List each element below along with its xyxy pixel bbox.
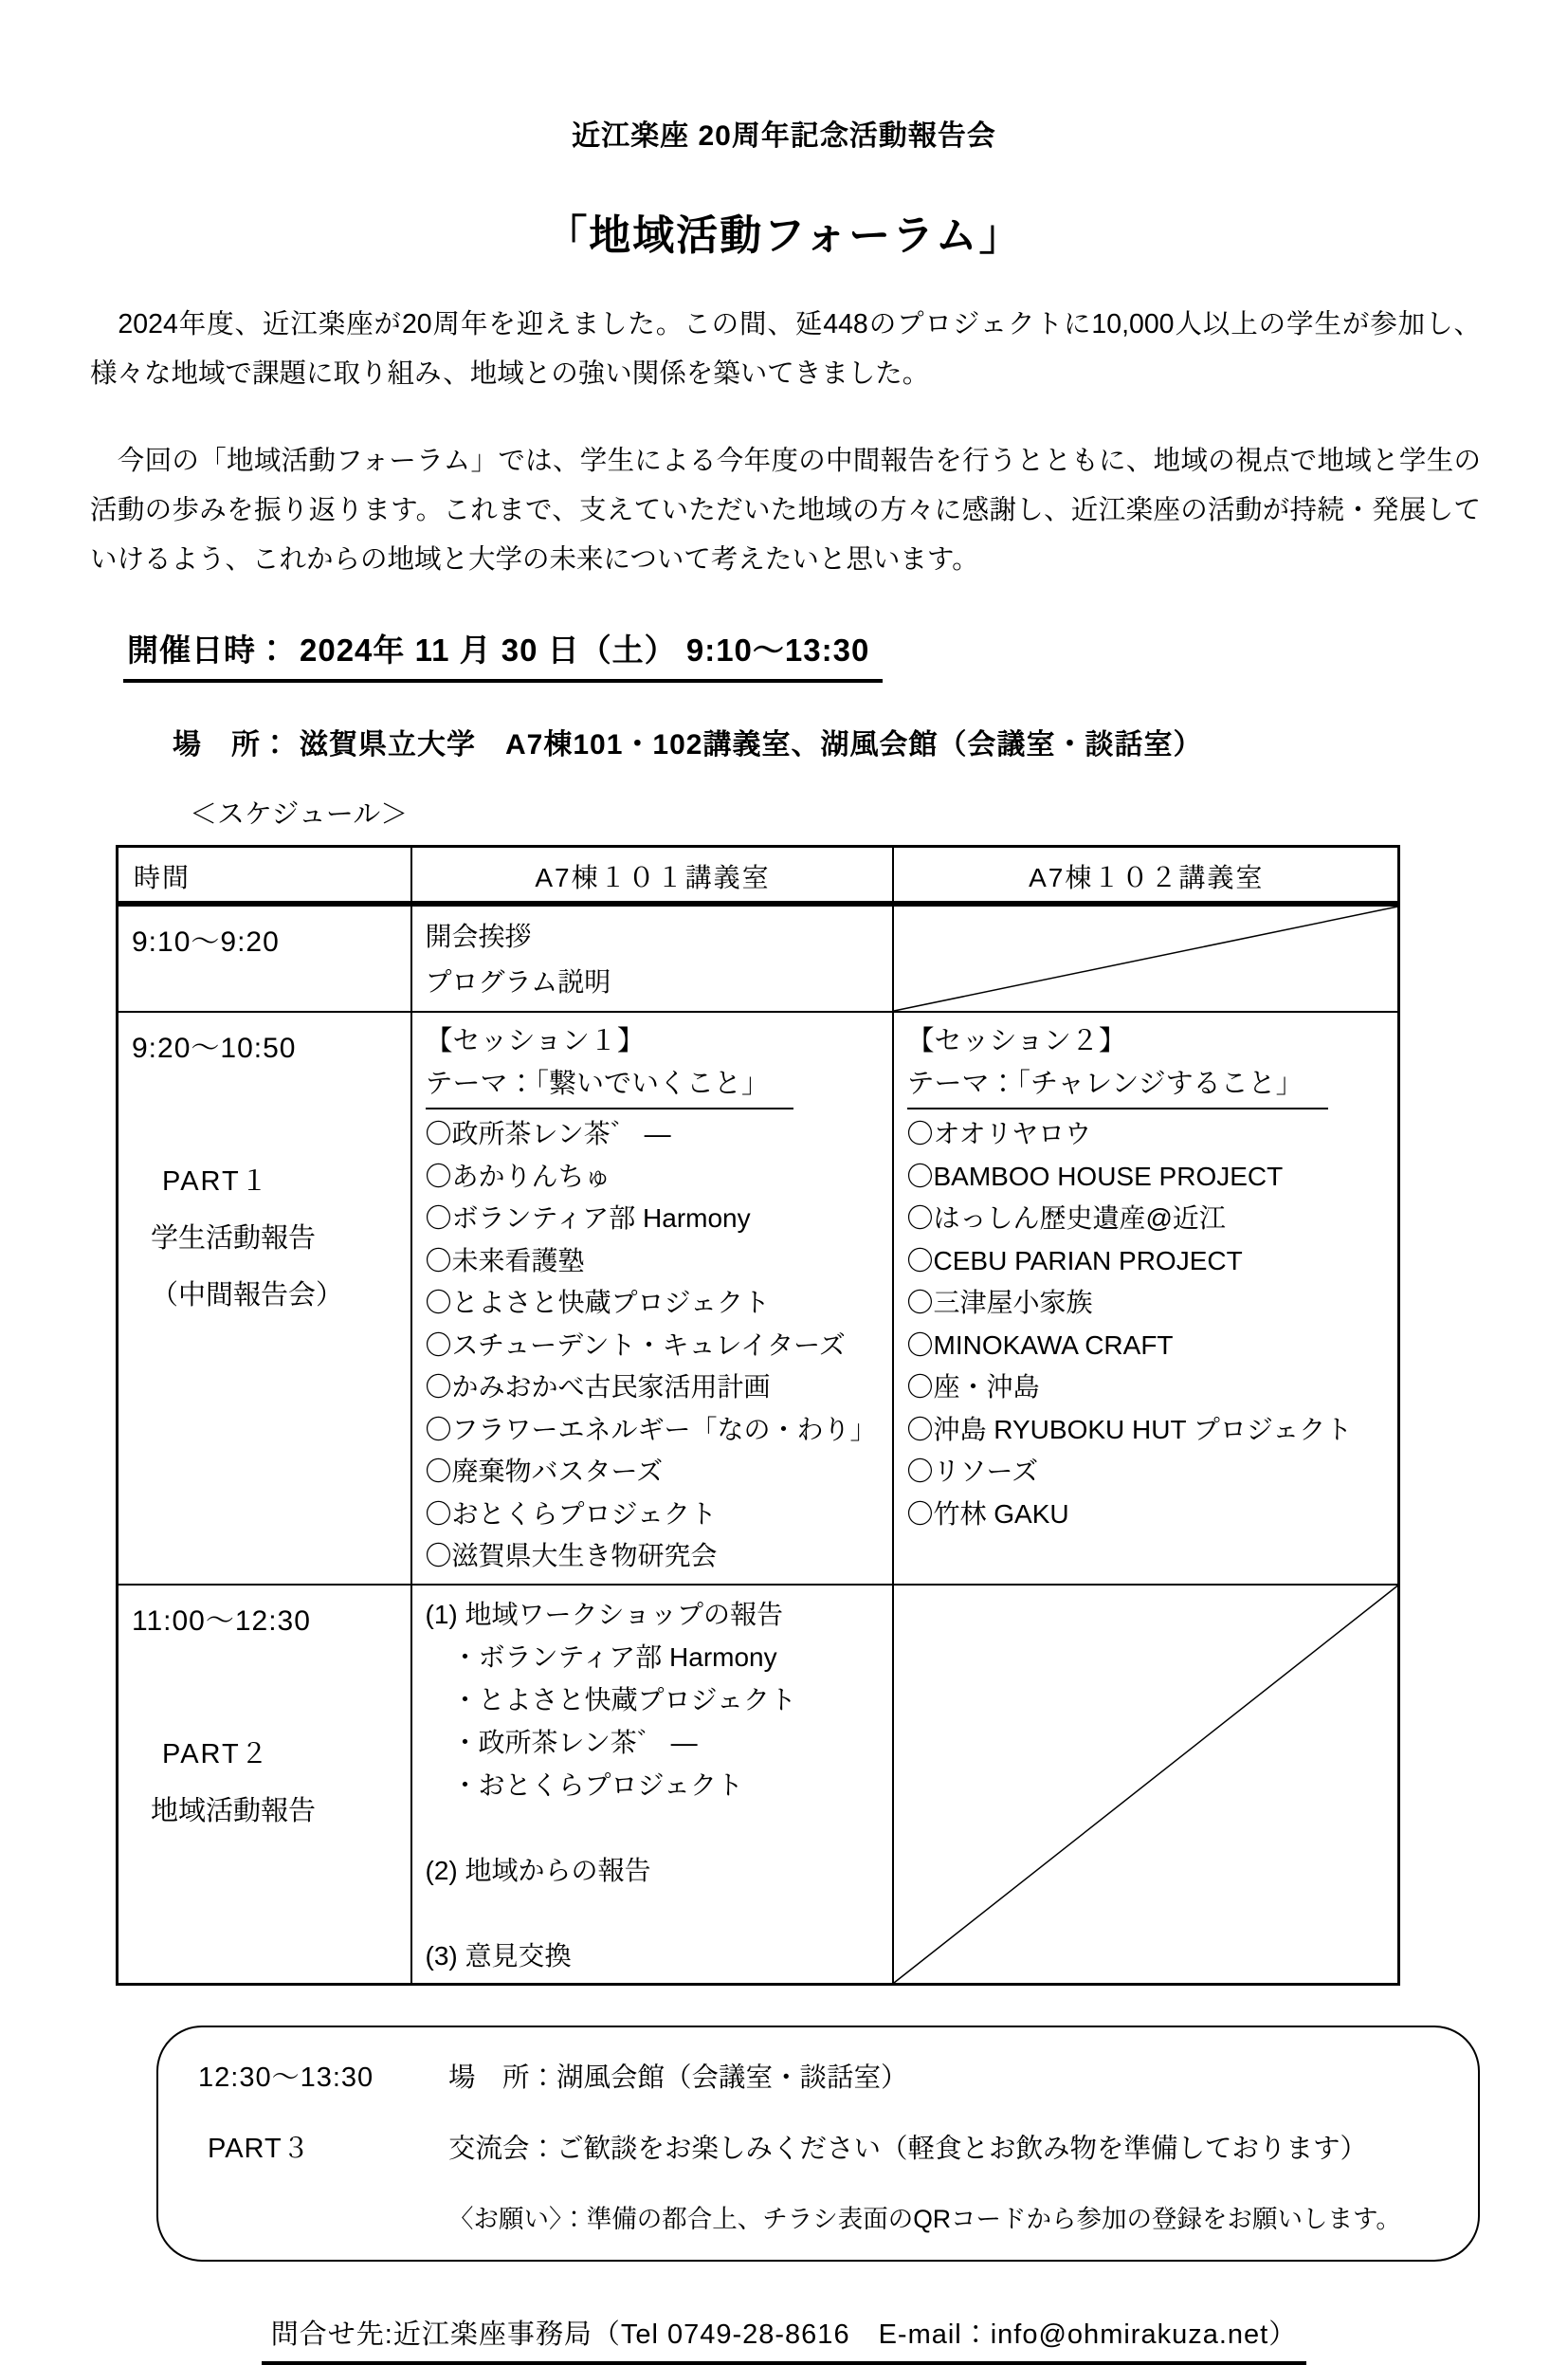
list-item bbox=[426, 1806, 881, 1849]
list-item: 〇滋賀県大生き物研究会 bbox=[425, 1541, 718, 1570]
schedule-header-row bbox=[118, 847, 1399, 905]
part1-desc bbox=[132, 1210, 399, 1324]
list-item: 開会挨拶 bbox=[425, 922, 532, 951]
session2-heading: 【セッション２】 bbox=[906, 1026, 1126, 1056]
session2-cell bbox=[893, 1012, 1399, 1585]
part1-time: 9:20～10:50 bbox=[132, 1033, 297, 1064]
list-item: プログラム説明 bbox=[425, 967, 611, 997]
opening-content-cell bbox=[411, 904, 893, 1012]
part2-agenda-list bbox=[426, 1593, 881, 1977]
place-label: 場 所： bbox=[173, 729, 290, 761]
part2-desc bbox=[132, 1783, 399, 1840]
datetime-label: 開催日時： bbox=[127, 632, 288, 668]
page-title: 「地域活動フォーラム」 bbox=[545, 212, 1023, 259]
list-item: 〇おとくらプロジェクト bbox=[425, 1498, 717, 1529]
opening-items bbox=[426, 914, 881, 1005]
intro-paragraph-1: 2024年度、近江楽座が20周年を迎えました。この間、延448のプロジェクトに10,000人以上の学生が参加し、様々な地域で課題に取り組み、地域との強い関係を築いてきました。 bbox=[90, 309, 1481, 389]
list-item: 〇フラワーエネルギー「なの・わり」 bbox=[425, 1414, 877, 1444]
list-item: ・政所茶レン茶゛ ― bbox=[425, 1727, 698, 1757]
intro-paragraph-2: 今回の「地域活動フォーラム」では、学生による今年度の中間報告を行うとともに、地域の視点で地域と学生の活動の歩みを振り返ります。これまで、支えていただいた地域の方々に感謝し、近江楽座の活動が持続・発展していけるよう、これからの地域と大学の未来について考えたいと思います。 bbox=[90, 446, 1481, 575]
list-item: 〇政所茶レン茶゛ ― bbox=[425, 1119, 671, 1148]
list-item: 学生活動報告 bbox=[151, 1223, 317, 1254]
event-place bbox=[173, 721, 1568, 762]
part3-time: 12:30～13:30 bbox=[198, 2062, 374, 2093]
list-item: （中間報告会） bbox=[151, 1280, 344, 1311]
part3-note: 〈お願い〉：準備の都合上、チラシ表面のQRコードから参加の登録をお願いします。 bbox=[448, 2204, 1401, 2233]
session1-cell bbox=[411, 1012, 893, 1585]
datetime-value: 2024年 11 月 30 日（土） 9:10～13:30 bbox=[300, 632, 870, 668]
event-datetime bbox=[123, 626, 1568, 683]
list-item: 〇あかりんちゅ bbox=[425, 1161, 611, 1191]
list-item: 〇廃棄物バスターズ bbox=[425, 1457, 664, 1486]
event-supertitle: 近江楽座 20周年記念活動報告会 bbox=[572, 120, 996, 152]
contact-footer bbox=[0, 2313, 1568, 2365]
list-item: 〇とよさと快蔵プロジェクト bbox=[425, 1288, 770, 1317]
part2-content-cell bbox=[411, 1585, 893, 1985]
part2-time: 11:00～12:30 bbox=[132, 1604, 311, 1637]
list-item: (2) 地域からの報告 bbox=[425, 1855, 651, 1885]
list-item: ・おとくらプロジェクト bbox=[425, 1769, 743, 1800]
schedule-heading: ＜スケジュール＞ bbox=[190, 799, 409, 830]
list-item: 地域活動報告 bbox=[151, 1795, 317, 1826]
session1-project-list bbox=[426, 1113, 881, 1578]
schedule-row-opening bbox=[118, 904, 1399, 1012]
part1-label: PART１ bbox=[162, 1166, 270, 1197]
diagonal-strike-icon bbox=[894, 907, 1398, 1011]
part3-box bbox=[156, 2026, 1480, 2262]
list-item: 〇BAMBOO HOUSE PROJECT bbox=[906, 1161, 1284, 1191]
opening-time: 9:10～9:20 bbox=[132, 926, 280, 958]
list-item: 〇オオリヤロウ bbox=[906, 1119, 1092, 1148]
part3-label: PART３ bbox=[208, 2133, 311, 2164]
list-item: 〇沖島 RYUBOKU HUT プロジェクト bbox=[906, 1414, 1353, 1444]
schedule-row-part1 bbox=[118, 1012, 1399, 1585]
part3-activity: 交流会：ご歓談をお楽しみください（軽食とお飲み物を準備しております） bbox=[448, 2133, 1368, 2164]
list-item: 〇三津屋小家族 bbox=[906, 1288, 1093, 1317]
list-item: 〇はっしん歴史遺産@近江 bbox=[906, 1203, 1226, 1233]
part2-label: PART２ bbox=[162, 1738, 270, 1769]
schedule-table bbox=[116, 845, 1400, 1986]
session2-theme: テーマ：「チャレンジすること」 bbox=[907, 1063, 1387, 1110]
list-item: 〇かみおかべ古民家活用計画 bbox=[425, 1372, 771, 1402]
part2-empty-cell bbox=[893, 1585, 1399, 1985]
contact-text: 問合せ先:近江楽座事務局（Tel 0749-28-8616 E-mail：info@ohmirakuza.net） bbox=[262, 2313, 1306, 2365]
list-item: 〇リソーズ bbox=[906, 1457, 1039, 1486]
list-item: 〇MINOKAWA CRAFT bbox=[906, 1329, 1174, 1360]
list-item: 〇スチューデント・キュレイターズ bbox=[425, 1329, 846, 1360]
session1-heading: 【セッション１】 bbox=[425, 1026, 645, 1056]
list-item: 〇座・沖島 bbox=[906, 1372, 1040, 1402]
list-item: 〇ボランティア部 Harmony bbox=[425, 1203, 751, 1233]
list-item: 〇未来看護塾 bbox=[425, 1245, 585, 1275]
diagonal-strike-icon bbox=[894, 1586, 1398, 1983]
part3-note-spacer bbox=[194, 2198, 448, 2235]
part3-row-note bbox=[194, 2198, 1440, 2235]
opening-time-cell bbox=[118, 904, 411, 1012]
list-item: 〇竹林 GAKU bbox=[906, 1498, 1069, 1529]
part3-row-place bbox=[194, 2056, 1440, 2095]
col-header-room102: A7棟１０２講義室 bbox=[893, 847, 1399, 905]
place-value: 滋賀県立大学 A7棟101・102講義室、湖風会館（会議室・談話室） bbox=[300, 729, 1203, 761]
part2-time-cell bbox=[118, 1585, 411, 1985]
list-item bbox=[426, 1892, 881, 1934]
part1-time-cell bbox=[118, 1012, 411, 1585]
opening-empty-cell bbox=[893, 904, 1399, 1012]
session1-theme: テーマ：「繋いでいくこと」 bbox=[426, 1063, 881, 1110]
part3-place: 場 所：湖風会館（会議室・談話室） bbox=[448, 2062, 908, 2093]
list-item: 〇CEBU PARIAN PROJECT bbox=[906, 1245, 1243, 1275]
part3-row-activity bbox=[194, 2127, 1440, 2166]
schedule-row-part2 bbox=[118, 1585, 1399, 1985]
list-item: ・ボランティア部 Harmony bbox=[425, 1641, 777, 1672]
session2-project-list bbox=[907, 1113, 1387, 1535]
col-header-room101: A7棟１０１講義室 bbox=[411, 847, 893, 905]
col-header-time: 時間 bbox=[118, 847, 411, 905]
list-item: ・とよさと快蔵プロジェクト bbox=[425, 1684, 796, 1714]
list-item: (1) 地域ワークショップの報告 bbox=[425, 1599, 783, 1629]
list-item: (3) 意見交換 bbox=[425, 1940, 572, 1971]
